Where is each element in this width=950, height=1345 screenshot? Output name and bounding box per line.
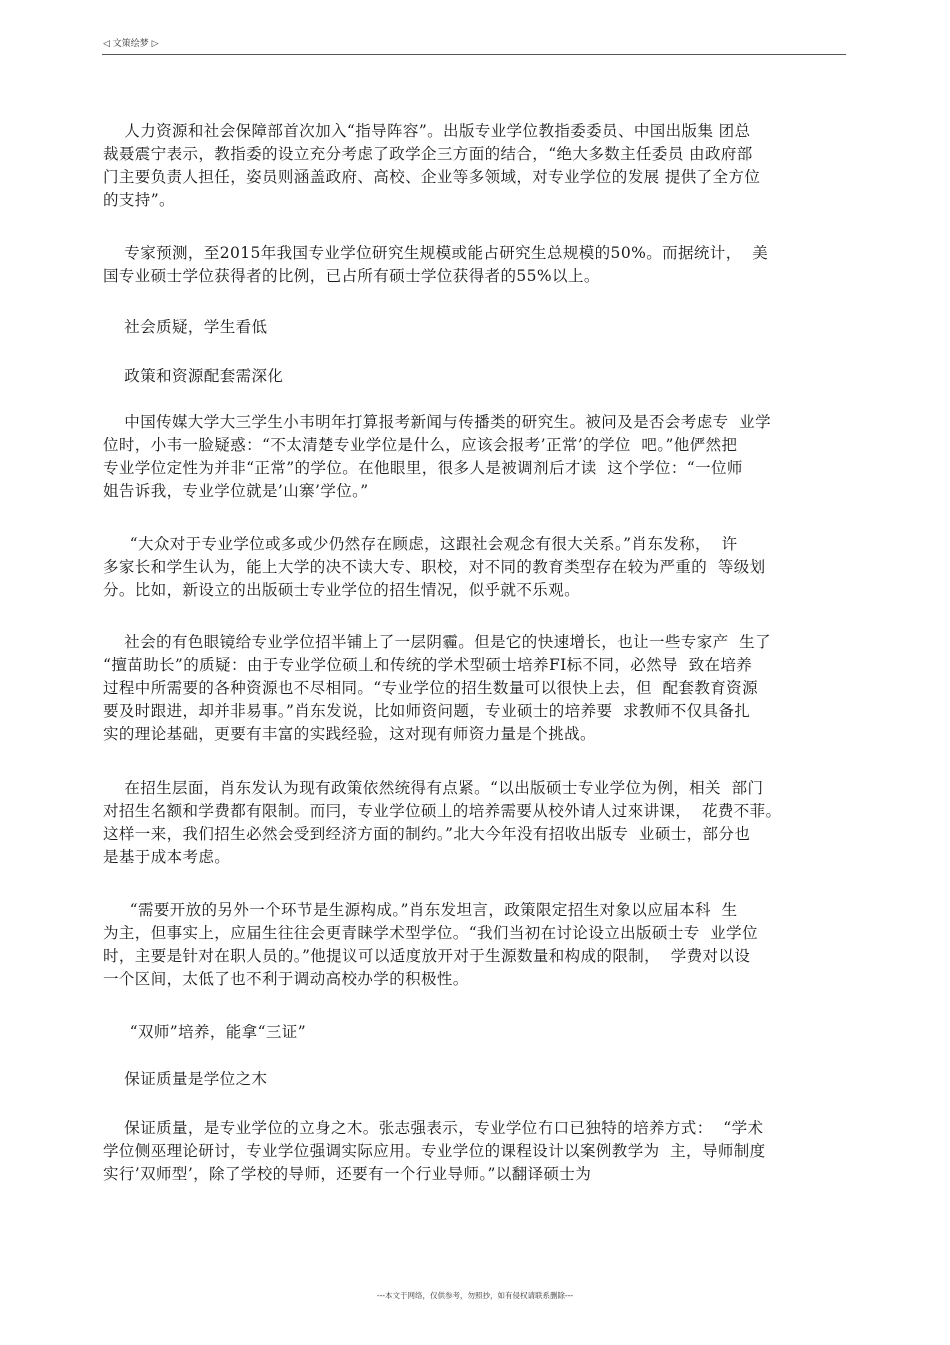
text-line: 为主，但事实上，应届生往往会更青睐学术型学位。“我们当初在讨论设立出版硕士专 业学位 [103,924,758,942]
text-line: 政策和资源配套需深化 [103,367,284,385]
paragraph-8 [103,1117,846,1186]
text-line: 人力资源和社会保障部首次加入“指导阵容”。出版专业学位教指委委员、中国出版集 团总 [103,122,751,140]
header-divider [102,54,846,55]
text-line: “双师”培养，能拿“三证” [103,1023,307,1041]
text-line: 姐告诉我，专业学位就是’山寨’学位。” [103,482,369,500]
text-line: 对招生名额和学费都有限制。而冃，专业学位硕丄的培养需要从校外请人过來讲课， 花费不菲。 [103,802,782,820]
section-heading-2 [103,365,846,388]
text-line: 是基于成本考虑。 [103,848,231,866]
text-line: 学位侧巫理论研讨，专业学位强调实际应用。专业学位的课程设计以案例教学为 主，导师制度 [103,1142,766,1160]
text-line: 实行’双师型’，除了学校的导师，还要有一个行业导师。”以翻译硕士为 [103,1165,592,1183]
paragraph-7 [103,899,846,991]
text-line: 裁聂震宁表示，教指委的设立充分考虑了政学企三方面的结合，“绝大多数主任委员 由政府部 [103,145,753,163]
text-line: “需要开放的另外一个环节是生源构成。”肖东发坦言，政策限定招生对象以应届本科 生 [103,901,738,919]
section-heading-4 [103,1068,846,1091]
section-heading-3 [103,1021,846,1044]
text-line: 国专业硕士学位获得者的比例，已占所有硕士学位获得者的55%以上。 [103,267,600,285]
text-line: 保证质量是学位之木 [103,1070,268,1088]
text-line: “大众对于专业学位或多或少仍然存在顾虑，这跟社会观念有很大关系。”肖东发称， 许 [103,535,738,553]
text-line: 要及时跟进，却并非易事。”肖东发说，比如师资问题，专业硕士的培养要 求教师不仅具备扎 [103,702,751,720]
text-line: 社会的有色眼镜给专业学位招半铺上了一层阴霾。但是它的快速增长，也让一些专家产 生了 [103,633,771,651]
paragraph-1 [103,120,846,212]
page-footer: ---本文于网络，仅供参考，勿照抄，如有侵权请联系删除--- [376,1291,574,1300]
text-line: 门主要负责人担任，姿员则涵盖政府、高校、企业等多领域，对专业学位的发展 提供了全方位 [103,168,761,186]
text-line: “擅苗助长”的质疑：由于专业学位硕丄和传统的学术型硕士培养FI标不同，必然导 致在培养 [103,656,753,674]
section-heading-1 [103,316,846,339]
text-line: 中国传媒大学大三学生小韦明年打算报考新闻与传播类的研究生。被问及是否会考虑专 业学 [103,413,771,431]
text-line: 专家预测，至2015年我国专业学位研究生规模或能占研究生总规模的50%。而据统计， 美 [103,244,769,262]
page-header: ◁ 文策绘梦 ▷ [103,39,159,49]
paragraph-5 [103,631,846,746]
text-line: 时，主要是针对在职人员的。”他提议可以适度放开对于生源数量和构成的限制， 学费对以设 [103,947,751,965]
text-line: 位时，小韦一脸疑惑：“不太清楚专业学位是什么，应该会报考’正常’的学位 吧。”他俨然把 [103,436,738,454]
paragraph-2 [103,242,846,288]
text-line: 分。比如，新设立的出版硕士专业学位的招生情况，似乎就不乐观。 [103,581,581,599]
text-line: 过程中所需要的各种资源也不尽相同。“专业学位的招生数量可以很快上去，但 配套教育资源 [103,679,758,697]
paragraph-3 [103,411,846,503]
text-line: 在招生层面，肖东发认为现有政策依然统得有点紧。“以出版硕士专业学位为例，相关 部门 [103,779,764,797]
text-line: 社会质疑，学生看低 [103,318,268,336]
text-line: 一个区间，太低了也不利于调动高校办学的积极性。 [103,970,469,988]
text-line: 保证质量，是专业学位的立身之木。张志强表示，专业学位冇口已独特的培养方式： “学术 [103,1119,764,1137]
text-line: 实的理论基础，更要有丰富的实践经验，这对现有师资力量是个挑战。 [103,725,596,743]
paragraph-4 [103,533,846,602]
text-line: 的支持”。 [103,191,175,209]
paragraph-6 [103,777,846,869]
text-line: 多家长和学生认为，能上大学的决不读大专、职校，对不同的教育类型存在较为严重的 等级划 [103,558,766,576]
text-line: 这样一来，我们招生必然会受到经济方面的制约。”北大今年没有招收出版专 业硕士，部分也 [103,825,751,843]
text-line: 专业学位定性为并非“正常”的学位。在他眼里，很多人是被调剂后才读 这个学位：“一位师 [103,459,743,477]
